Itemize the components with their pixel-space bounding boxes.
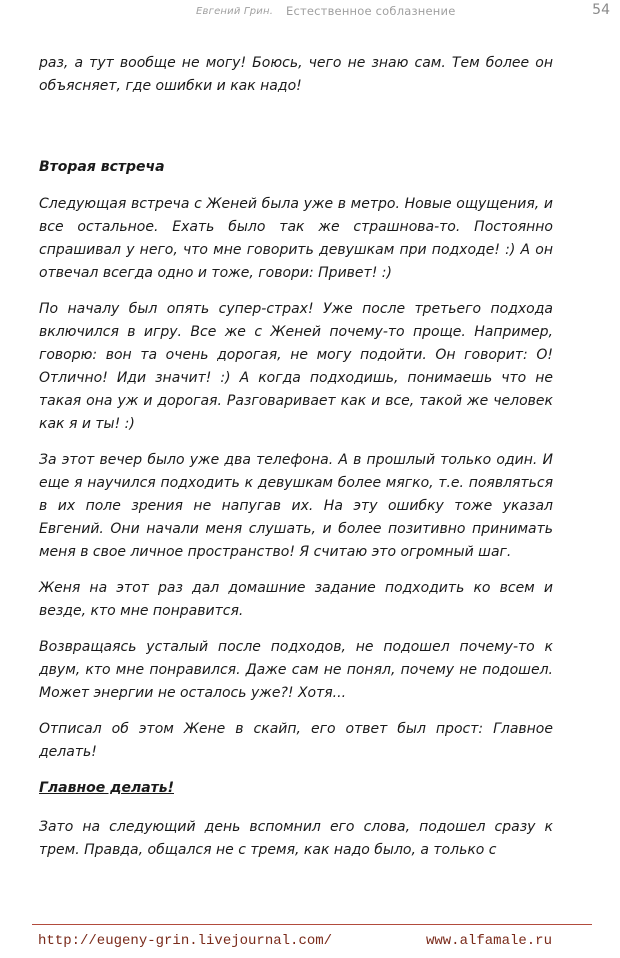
footer-site-link[interactable]: www.alfamale.ru (425, 933, 552, 949)
paragraph: Женя на этот раз дал домашние задание подходить ко всем и везде, кто мне понравится. (39, 580, 553, 619)
paragraph: Зато на следующий день вспомнил его слова, подошел сразу к трем. Правда, общался не с тремя, как надо было, а только с (39, 819, 553, 858)
paragraph: За этот вечер было уже два телефона. А в прошлый только один. И еще я научился подходить к девушкам более мягко, т.е. появляться в их поле зрения не напугав их. На эту ошибку тоже указал Евгений. Они начали меня слушать, и более позитивно принимать меня в свое личное пространство! Я считаю это огромный шаг. (39, 452, 553, 560)
paragraph: раз, а тут вообще не могу! Боюсь, чего не знаю сам. Тем более он объясняет, где ошибки и как надо! (39, 55, 553, 94)
page-content (39, 52, 553, 875)
header-author: Евгений Грин. (196, 6, 274, 17)
footer-livejournal-link[interactable]: http://eugeny-grin.livejournal.com/ (38, 933, 333, 949)
paragraph: Следующая встреча с Женей была уже в метро. Новые ощущения, и все остальное. Ехать было так же страшнова-то. Постоянно спрашивал у него, что мне говорить девушкам при подходе! :) А он отвечал всегда одно и тоже, говори: Привет! :) (39, 196, 553, 281)
section-heading: Вторая встреча (39, 159, 165, 175)
page-header (0, 0, 620, 24)
header-title: Естественное соблазнение (286, 4, 456, 18)
footer-divider (32, 924, 592, 925)
paragraph: Отписал об этом Жене в скайп, его ответ был прост: Главное делать! (39, 721, 553, 760)
paragraph: Возвращаясь усталый после подходов, не подошел почему-то к двум, кто мне понравился. Даже сам не понял, почему не подошел. Может энергии не осталось уже?! Хотя... (39, 639, 553, 701)
paragraph: По началу был опять супер-страх! Уже после третьего подхода включился в игру. Все же с Женей почему-то проще. Например, говорю: вон та очень дорогая, не могу подойти. Он говорит: О! Отлично! Иди значит! :) А когда подходишь, понимаешь что не такая она уж и дорогая. Разговаривает как и все, такой же человек как я и ты! :) (39, 301, 553, 432)
page-number: 54 (592, 2, 610, 18)
section-heading-underlined: Главное делать! (39, 780, 174, 796)
